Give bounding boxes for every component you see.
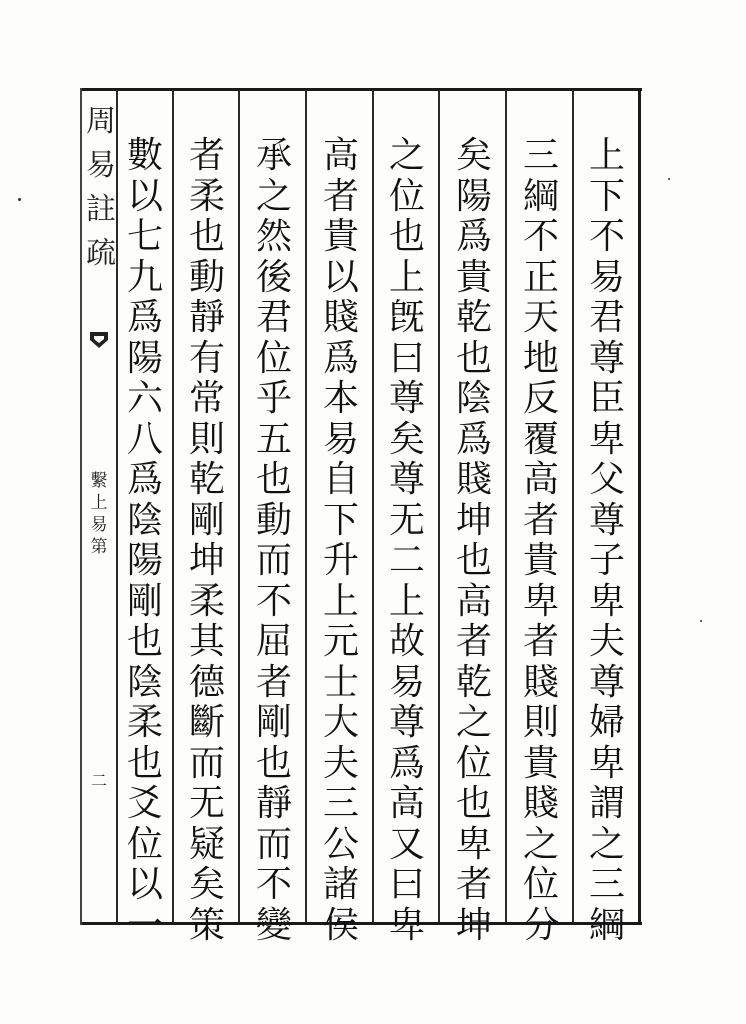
text-character: 大 bbox=[322, 702, 359, 743]
text-character: 九 bbox=[126, 256, 163, 298]
text-character: 高 bbox=[322, 135, 359, 176]
text-character: 賤 bbox=[322, 297, 359, 338]
text-character: 陰 bbox=[455, 378, 492, 419]
frame-top-border bbox=[80, 88, 642, 91]
print-speck bbox=[668, 178, 670, 180]
text-character: 德 bbox=[188, 661, 225, 703]
text-character: 尊 bbox=[388, 378, 425, 419]
text-character: 上 bbox=[388, 256, 425, 298]
text-character: 天 bbox=[522, 297, 559, 338]
text-character: 承 bbox=[255, 135, 292, 176]
column-rule bbox=[505, 90, 507, 922]
text-character: 高 bbox=[455, 580, 492, 622]
text-character: 剛 bbox=[255, 702, 292, 743]
text-character: 以 bbox=[126, 864, 163, 905]
text-character: 斷 bbox=[188, 702, 225, 743]
text-character: 尊 bbox=[588, 661, 625, 703]
text-character: 位 bbox=[522, 864, 559, 905]
text-column-2 bbox=[516, 135, 566, 946]
text-character: 七 bbox=[126, 216, 163, 257]
column-rule bbox=[438, 90, 440, 922]
text-character: 而 bbox=[255, 823, 292, 865]
text-character: 下 bbox=[588, 175, 625, 217]
text-character: 賤 bbox=[522, 783, 559, 824]
text-character: 分 bbox=[522, 904, 559, 946]
text-character: 貴 bbox=[522, 540, 559, 581]
text-character: 无 bbox=[188, 783, 225, 824]
text-character: 有 bbox=[188, 337, 225, 379]
text-character: 者 bbox=[188, 135, 225, 176]
text-character: 君 bbox=[588, 297, 625, 338]
text-character: 本 bbox=[322, 378, 359, 419]
text-character: 易 bbox=[322, 418, 359, 460]
text-character: 位 bbox=[388, 175, 425, 217]
text-character: 然 bbox=[255, 216, 292, 257]
text-character: 公 bbox=[322, 823, 359, 865]
text-character: 乾 bbox=[455, 297, 492, 338]
text-character: 侯 bbox=[322, 904, 359, 946]
text-character: 以 bbox=[322, 256, 359, 298]
text-character: 不 bbox=[255, 864, 292, 905]
text-character: 其 bbox=[188, 621, 225, 662]
text-character: 易 bbox=[588, 256, 625, 298]
text-character: 陰 bbox=[126, 661, 163, 703]
text-character: 也 bbox=[188, 216, 225, 257]
text-character: 爲 bbox=[388, 742, 425, 784]
text-character: 高 bbox=[522, 459, 559, 500]
text-character: 上 bbox=[322, 580, 359, 622]
text-character: 夫 bbox=[588, 621, 625, 662]
text-character: 子 bbox=[588, 540, 625, 581]
text-character: 之 bbox=[522, 823, 559, 865]
text-column-7 bbox=[182, 135, 232, 946]
text-character: 正 bbox=[522, 256, 559, 298]
text-character: 陽 bbox=[126, 337, 163, 379]
text-character: 數 bbox=[126, 135, 163, 176]
text-character: 夫 bbox=[322, 742, 359, 784]
gutter-page-number: 二 bbox=[90, 771, 107, 790]
text-character: 反 bbox=[522, 378, 559, 419]
text-character: 下 bbox=[322, 499, 359, 541]
text-character: 婦 bbox=[588, 702, 625, 743]
text-character: 矣 bbox=[455, 135, 492, 176]
text-character: 元 bbox=[322, 621, 359, 662]
text-character: 卑 bbox=[588, 418, 625, 460]
text-character: 也 bbox=[455, 783, 492, 824]
text-character: 上 bbox=[588, 135, 625, 176]
text-character: 位 bbox=[455, 742, 492, 784]
text-character: 而 bbox=[188, 742, 225, 784]
text-character: 三 bbox=[322, 783, 359, 824]
text-column-6 bbox=[249, 135, 299, 946]
text-character: 位 bbox=[255, 337, 292, 379]
column-rule bbox=[372, 90, 374, 922]
text-character: 卑 bbox=[522, 580, 559, 622]
text-character: 高 bbox=[388, 783, 425, 824]
text-character: 之 bbox=[388, 135, 425, 176]
text-character: 靜 bbox=[188, 297, 225, 338]
text-character: 後 bbox=[255, 256, 292, 298]
text-character: 乎 bbox=[255, 378, 292, 419]
text-character: 貴 bbox=[455, 256, 492, 298]
text-character: 升 bbox=[322, 540, 359, 581]
column-rule bbox=[572, 90, 574, 922]
text-character: 爲 bbox=[322, 337, 359, 379]
text-character: 卑 bbox=[388, 904, 425, 946]
text-character: 則 bbox=[188, 418, 225, 460]
text-character: 三 bbox=[588, 864, 625, 905]
text-character: 地 bbox=[522, 337, 559, 379]
text-character: 三 bbox=[522, 135, 559, 176]
fishtail-mark-icon bbox=[88, 330, 110, 352]
text-character: 陽 bbox=[126, 540, 163, 581]
text-character: 也 bbox=[126, 621, 163, 662]
text-character: 易 bbox=[388, 661, 425, 703]
text-character: 君 bbox=[255, 297, 292, 338]
text-character: 屈 bbox=[255, 621, 292, 662]
gutter-chapter-label: 繫 上 易 第 bbox=[90, 471, 108, 557]
column-rule bbox=[305, 90, 307, 922]
text-column-8 bbox=[120, 135, 170, 946]
text-character: 者 bbox=[522, 621, 559, 662]
text-character: 不 bbox=[255, 580, 292, 622]
text-character: 變 bbox=[255, 904, 292, 946]
text-character: 陰 bbox=[126, 499, 163, 541]
text-character: 尊 bbox=[388, 702, 425, 743]
text-character: 貴 bbox=[322, 216, 359, 257]
text-character: 之 bbox=[588, 823, 625, 865]
text-character: 尊 bbox=[588, 499, 625, 541]
text-character: 曰 bbox=[388, 864, 425, 905]
text-character: 也 bbox=[455, 540, 492, 581]
text-character: 又 bbox=[388, 823, 425, 865]
text-character: 尊 bbox=[588, 337, 625, 379]
print-speck bbox=[700, 620, 702, 622]
text-character: 剛 bbox=[126, 580, 163, 622]
text-character: 爲 bbox=[455, 418, 492, 460]
text-character: 動 bbox=[188, 256, 225, 298]
gutter-book-title: 周 易 註 疏 bbox=[86, 104, 116, 271]
text-character: 旣 bbox=[388, 297, 425, 338]
text-character: 柔 bbox=[188, 580, 225, 622]
text-character: 爲 bbox=[126, 297, 163, 338]
text-character: 矣 bbox=[188, 864, 225, 905]
text-character: 爲 bbox=[126, 459, 163, 500]
text-character: 者 bbox=[522, 499, 559, 541]
text-character: 諸 bbox=[322, 864, 359, 905]
text-character: 五 bbox=[255, 418, 292, 460]
text-character: 覆 bbox=[522, 418, 559, 460]
column-rule bbox=[116, 90, 118, 922]
text-character: 自 bbox=[322, 459, 359, 500]
text-character: 卑 bbox=[588, 742, 625, 784]
text-character: 賤 bbox=[455, 459, 492, 500]
column-rule bbox=[238, 90, 240, 922]
text-character: 而 bbox=[255, 540, 292, 581]
text-character: 一 bbox=[126, 904, 163, 946]
text-character: 剛 bbox=[188, 499, 225, 541]
frame-right-border bbox=[638, 88, 641, 925]
text-character: 乾 bbox=[188, 459, 225, 500]
text-character: 卑 bbox=[455, 823, 492, 865]
text-character: 陽 bbox=[455, 175, 492, 217]
text-character: 坤 bbox=[188, 540, 225, 581]
text-character: 之 bbox=[255, 175, 292, 217]
text-column-3 bbox=[449, 135, 499, 946]
text-character: 常 bbox=[188, 378, 225, 419]
text-character: 故 bbox=[388, 621, 425, 662]
text-character: 上 bbox=[388, 580, 425, 622]
text-character: 賤 bbox=[522, 661, 559, 703]
text-character: 八 bbox=[126, 418, 163, 460]
text-character: 者 bbox=[455, 864, 492, 905]
text-character: 也 bbox=[255, 459, 292, 500]
text-column-5 bbox=[316, 135, 366, 946]
text-character: 坤 bbox=[455, 904, 492, 946]
text-character: 柔 bbox=[188, 175, 225, 217]
text-character: 爲 bbox=[455, 216, 492, 257]
text-character: 者 bbox=[255, 661, 292, 703]
text-character: 尊 bbox=[388, 459, 425, 500]
text-character: 不 bbox=[588, 216, 625, 257]
text-character: 疑 bbox=[188, 823, 225, 865]
text-character: 也 bbox=[255, 742, 292, 784]
text-character: 綱 bbox=[588, 904, 625, 946]
text-character: 綱 bbox=[522, 175, 559, 217]
text-character: 也 bbox=[388, 216, 425, 257]
text-character: 无 bbox=[388, 499, 425, 541]
text-character: 臣 bbox=[588, 378, 625, 419]
text-character: 之 bbox=[455, 702, 492, 743]
text-character: 爻 bbox=[126, 783, 163, 824]
text-character: 乾 bbox=[455, 661, 492, 703]
text-character: 動 bbox=[255, 499, 292, 541]
text-character: 以 bbox=[126, 175, 163, 217]
text-column-1 bbox=[582, 135, 632, 946]
text-character: 矣 bbox=[388, 418, 425, 460]
text-character: 也 bbox=[455, 337, 492, 379]
text-character: 貴 bbox=[522, 742, 559, 784]
text-character: 者 bbox=[455, 621, 492, 662]
text-character: 者 bbox=[322, 175, 359, 217]
text-character: 位 bbox=[126, 823, 163, 865]
text-character: 六 bbox=[126, 378, 163, 419]
text-character: 二 bbox=[388, 540, 425, 581]
text-character: 坤 bbox=[455, 499, 492, 541]
text-character: 則 bbox=[522, 702, 559, 743]
text-character: 柔 bbox=[126, 702, 163, 743]
text-character: 父 bbox=[588, 459, 625, 500]
text-character: 謂 bbox=[588, 783, 625, 824]
text-character: 士 bbox=[322, 661, 359, 703]
text-character: 曰 bbox=[388, 337, 425, 379]
print-speck bbox=[18, 198, 21, 201]
text-column-4 bbox=[382, 135, 432, 946]
text-character: 卑 bbox=[588, 580, 625, 622]
column-rule bbox=[172, 90, 174, 922]
text-character: 也 bbox=[126, 742, 163, 784]
text-character: 不 bbox=[522, 216, 559, 257]
text-character: 靜 bbox=[255, 783, 292, 824]
text-character: 策 bbox=[188, 904, 225, 946]
